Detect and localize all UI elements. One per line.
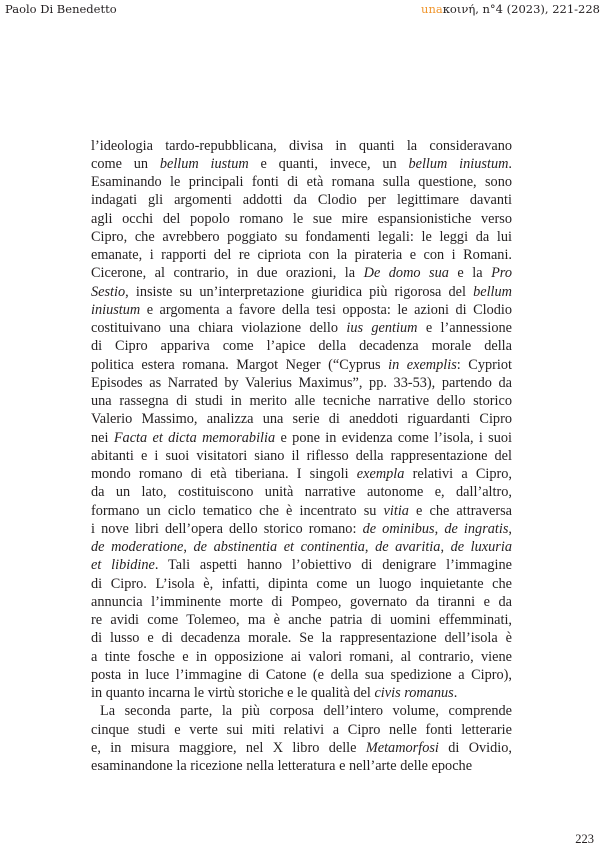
italic-run: de abstinentia et continentia <box>193 539 365 555</box>
text-line <box>91 392 512 410</box>
text-run: di Cipro. L’isola è, infatti, dipinta come un luogo inquietante che <box>91 575 512 592</box>
text-run: politica estera romana. Margot Neger (“Cyprus <box>91 356 389 373</box>
text-run: annuncia l’imminente morte di Pompeo, governato da tiranni e da <box>91 593 512 610</box>
text-run: . <box>508 155 512 172</box>
text-line <box>91 483 512 501</box>
text-run: i nove libri dell’opera dello storico romano: <box>91 520 363 537</box>
text-run: mondo romano di età tiberiana. I singoli <box>91 466 357 482</box>
text-line <box>91 611 512 629</box>
text-run: posta in luce l’immagine di Catone (e della sua spedizione a Cipro), <box>91 666 512 683</box>
text-run: re avidi come Tolemeo, ma è anche patria di uomini effemminati, <box>91 612 512 628</box>
text-line <box>91 301 512 319</box>
journal-brand: una <box>421 2 443 16</box>
text-line <box>91 191 512 209</box>
text-run: cinque studi e verte sui miti relativi a Cipro nelle fonti letterarie <box>91 721 512 738</box>
text-run: Cicerone, al contrario, in due orazioni, la <box>91 265 364 282</box>
italic-run: ius gentium <box>346 320 418 336</box>
text-line <box>91 374 512 392</box>
text-run: esaminandone la ricezione nella letteratura e nell’arte delle epoche <box>91 758 473 774</box>
italic-run: bellum iniustum <box>408 155 509 172</box>
text-line <box>91 137 512 155</box>
text-run: nei <box>91 429 114 446</box>
italic-run: Metamorfosi <box>365 739 439 756</box>
text-run: abitanti e i suoi visitatori siano il riflesso della rappresentazione del <box>91 447 512 464</box>
italic-run: De domo sua <box>363 265 449 282</box>
text-line <box>91 210 512 228</box>
text-run: emanate, i rapporti del re cipriota con la pirateria e con i Romani. <box>91 247 512 263</box>
text-run: e la <box>448 265 492 282</box>
text-line <box>91 264 512 282</box>
text-line <box>91 575 512 593</box>
text-run: da un lato, costituiscono unità narrative autonome e, dall’altro, <box>91 484 512 501</box>
italic-run: civis romanus <box>374 685 454 701</box>
italic-run: iniustum <box>91 301 141 318</box>
italic-run: Pro <box>491 265 512 282</box>
text-run: , <box>183 539 194 555</box>
italic-run: in exemplis <box>388 356 457 373</box>
italic-run: exempla <box>356 466 405 482</box>
text-line <box>91 410 512 428</box>
text-line <box>91 556 512 574</box>
text-run: : Cypriot <box>456 356 512 373</box>
text-run: Episodes as Narrated by Valerius Maximus”, pp. 33-53), partendo da <box>91 374 512 391</box>
italic-run: de luxuria <box>450 539 512 555</box>
text-line <box>91 629 512 647</box>
text-line <box>91 228 512 246</box>
text-run: , <box>508 520 512 537</box>
text-run: La seconda parte, la più corposa dell’intero volume, comprende <box>100 703 512 720</box>
italic-run: de avaritia <box>375 539 441 555</box>
text-run: indagati gli argomenti addotti da Clodio per legittimare davanti <box>91 192 512 209</box>
text-line <box>91 465 512 483</box>
text-run: e l’annessione <box>417 320 512 336</box>
text-run: costituivano una chiara violazione dello <box>91 320 347 336</box>
italic-run: Facta et dicta memorabilia <box>113 429 276 446</box>
text-run: e argomenta a favore della tesi opposta: le azioni di Clodio <box>140 301 512 318</box>
text-line <box>91 666 512 684</box>
text-run: . <box>453 685 458 701</box>
text-run: formano un ciclo tematico che è incentrato su <box>91 502 384 519</box>
body-text <box>91 137 512 776</box>
text-line <box>91 502 512 520</box>
running-header <box>0 0 606 18</box>
text-line <box>91 447 512 465</box>
text-line <box>91 702 512 720</box>
text-run: , insiste su un’interpretazione giuridica più rigorosa del <box>125 283 474 300</box>
text-line <box>91 337 512 355</box>
text-run: e pone in evidenza come l’isola, i suoi <box>275 429 512 446</box>
text-run: di lusso e di decadenza morale. Se la rappresentazione dell’isola è <box>91 630 512 647</box>
italic-run: Sestio <box>91 283 126 300</box>
italic-run: de ingratis <box>444 520 509 537</box>
text-line <box>91 429 512 447</box>
italic-run: et libidine <box>91 557 155 574</box>
text-line <box>91 538 512 556</box>
text-line <box>91 356 512 374</box>
text-line <box>91 520 512 538</box>
text-run: e che attraversa <box>408 502 512 519</box>
text-line <box>91 721 512 739</box>
text-run: relativi a Cipro, <box>404 466 512 482</box>
text-line <box>91 319 512 337</box>
text-run: e, in misura maggiore, nel X libro delle <box>91 739 366 756</box>
text-line <box>91 739 512 757</box>
text-run: l’ideologia tardo-repubblicana, divisa in quanti la consideravano <box>91 137 512 154</box>
text-line <box>91 757 512 775</box>
text-line <box>91 283 512 301</box>
text-line <box>91 593 512 611</box>
text-run: a tinte fosche e in opposizione ai valori romani, al contrario, viene <box>91 648 512 665</box>
text-line <box>91 684 512 702</box>
author-name: Paolo Di Benedetto <box>5 2 117 16</box>
text-run: una rassegna di studi in merito alle tecniche narrative dello storico <box>91 393 512 409</box>
text-run: in quanto incarna le virtù storiche e le qualità del <box>91 685 375 701</box>
journal-issue: κοινή, n°4 (2023), 221-228 <box>442 2 600 16</box>
text-run: di Ovidio, <box>438 739 512 756</box>
text-run: agli occhi del popolo romano le sue mire espansionistiche verso <box>91 210 512 227</box>
text-run: di Cipro appariva come l’apice della decadenza morale della <box>91 338 512 355</box>
text-run: e quanti, invece, un <box>248 155 409 172</box>
italic-run: bellum <box>473 283 512 300</box>
text-run: Valerio Massimo, analizza una serie di aneddoti riguardanti Cipro <box>91 411 512 428</box>
text-line <box>91 173 512 191</box>
italic-run: de ominibus <box>362 520 435 537</box>
italic-run: vitia <box>383 502 409 519</box>
text-line <box>91 155 512 173</box>
italic-run: bellum iustum <box>159 155 249 172</box>
text-run: , <box>440 539 451 555</box>
text-run: . Tali aspetti hanno l’obiettivo di denigrare l’immagine <box>154 557 512 574</box>
text-line <box>91 246 512 264</box>
text-run: Cipro, che avrebbero poggiato su fondamenti legali: le leggi da lui <box>91 228 512 245</box>
journal-citation <box>421 0 600 18</box>
text-run: , <box>364 539 376 555</box>
text-run: Esaminando le principali fonti di età romana sulla questione, sono <box>91 174 512 190</box>
text-run: come un <box>91 155 160 172</box>
text-line <box>91 648 512 666</box>
page-number: 223 <box>575 832 594 846</box>
text-run: , <box>434 520 445 537</box>
italic-run: de moderatione <box>91 539 184 555</box>
